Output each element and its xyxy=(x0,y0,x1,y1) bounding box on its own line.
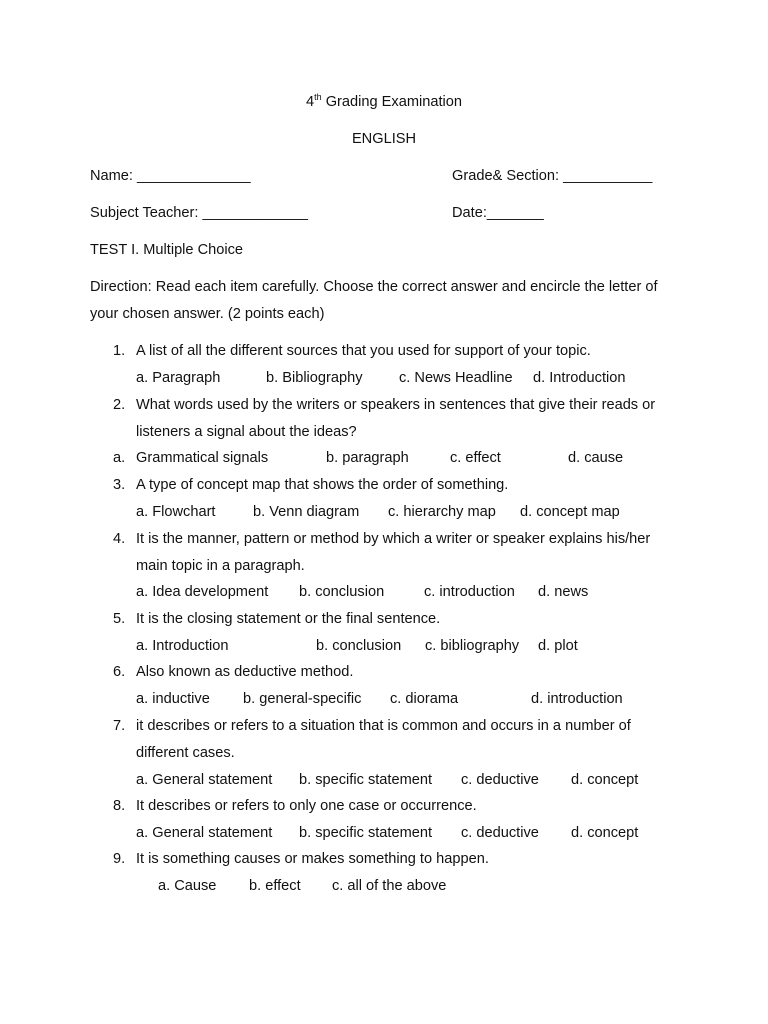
choice-d: d. concept xyxy=(571,772,639,788)
choice-d: d. Introduction xyxy=(533,370,626,386)
choice-d: d. plot xyxy=(538,638,578,654)
choice-b: b. specific statement xyxy=(299,772,433,788)
question-number: 8. xyxy=(113,798,126,814)
question-text: A list of all the different sources that you used for support of your topic. xyxy=(136,343,591,359)
choice-d: d. introduction xyxy=(531,691,623,707)
choice-b: b. conclusion xyxy=(299,584,385,600)
choice-b: b. Bibliography xyxy=(266,370,363,386)
choice-b: b. paragraph xyxy=(326,450,409,466)
choice-a: a. inductive xyxy=(136,691,210,707)
choice-a: a. Idea development xyxy=(136,584,269,600)
choice-a: a. Paragraph xyxy=(136,370,221,386)
choice-a: Grammatical signals xyxy=(136,450,269,466)
choice-a: a. General statement xyxy=(136,825,273,841)
name-field: Name: ______________ xyxy=(90,168,251,184)
choice-a: a. Cause xyxy=(158,878,217,894)
question-text: What words used by the writers or speakers in sentences that give their reads or xyxy=(136,397,656,413)
test-heading: TEST I. Multiple Choice xyxy=(90,242,244,258)
choice-c: c. deductive xyxy=(461,825,539,841)
choice-b: b. general-specific xyxy=(243,691,362,707)
choice-b: b. Venn diagram xyxy=(253,504,360,520)
choice-c: c. hierarchy map xyxy=(388,504,496,520)
direction-line-2: your chosen answer. (2 points each) xyxy=(90,306,325,322)
choice-a: a. Flowchart xyxy=(136,504,216,520)
question-text: It is the manner, pattern or method by which a writer or speaker explains his/her xyxy=(136,531,651,547)
direction-line-1: Direction: Read each item carefully. Choose the correct answer and encircle the letter of xyxy=(90,279,658,295)
question-number: 5. xyxy=(113,611,126,627)
choice-d: d. concept map xyxy=(520,504,620,520)
question-text-cont: main topic in a paragraph. xyxy=(136,558,305,574)
question-text: It is the closing statement or the final sentence. xyxy=(136,611,441,627)
question-text: A type of concept map that shows the order of something. xyxy=(136,477,509,493)
question-number: 4. xyxy=(113,531,126,547)
question-text-cont: different cases. xyxy=(136,745,235,761)
choice-a: a. Introduction xyxy=(136,638,229,654)
question-number: 6. xyxy=(113,664,126,680)
choice-c: c. all of the above xyxy=(332,878,447,894)
choice-d: d. concept xyxy=(571,825,639,841)
choice-c: c. deductive xyxy=(461,772,539,788)
question-text: It is something causes or makes something to happen. xyxy=(136,851,489,867)
choice-c: c. bibliography xyxy=(425,638,520,654)
choice-a-letter: a. xyxy=(113,450,126,466)
question-text-cont: listeners a signal about the ideas? xyxy=(136,424,357,440)
choice-a: a. General statement xyxy=(136,772,273,788)
subject-teacher-field: Subject Teacher: _____________ xyxy=(90,205,309,221)
choice-c: c. effect xyxy=(450,450,501,466)
choice-d: d. cause xyxy=(568,450,624,466)
question-number: 2. xyxy=(113,397,126,413)
question-number: 9. xyxy=(113,851,126,867)
question-text: it describes or refers to a situation that is common and occurs in a number of xyxy=(136,718,631,734)
date-field: Date:_______ xyxy=(452,205,544,221)
question-number: 7. xyxy=(113,718,126,734)
question-text: It describes or refers to only one case or occurrence. xyxy=(136,798,477,814)
choice-c: c. diorama xyxy=(390,691,459,707)
choice-c: c. News Headline xyxy=(399,370,513,386)
choice-d: d. news xyxy=(538,584,589,600)
question-number: 1. xyxy=(113,343,126,359)
grade-section-field: Grade& Section: ___________ xyxy=(452,168,653,184)
choice-b: b. effect xyxy=(249,878,301,894)
exam-title: 4th Grading Examination xyxy=(306,92,462,110)
choice-b: b. conclusion xyxy=(316,638,402,654)
subject-heading: ENGLISH xyxy=(351,131,417,147)
choice-b: b. specific statement xyxy=(299,825,433,841)
choice-c: c. introduction xyxy=(424,584,515,600)
question-text: Also known as deductive method. xyxy=(136,664,354,680)
question-number: 3. xyxy=(113,477,126,493)
